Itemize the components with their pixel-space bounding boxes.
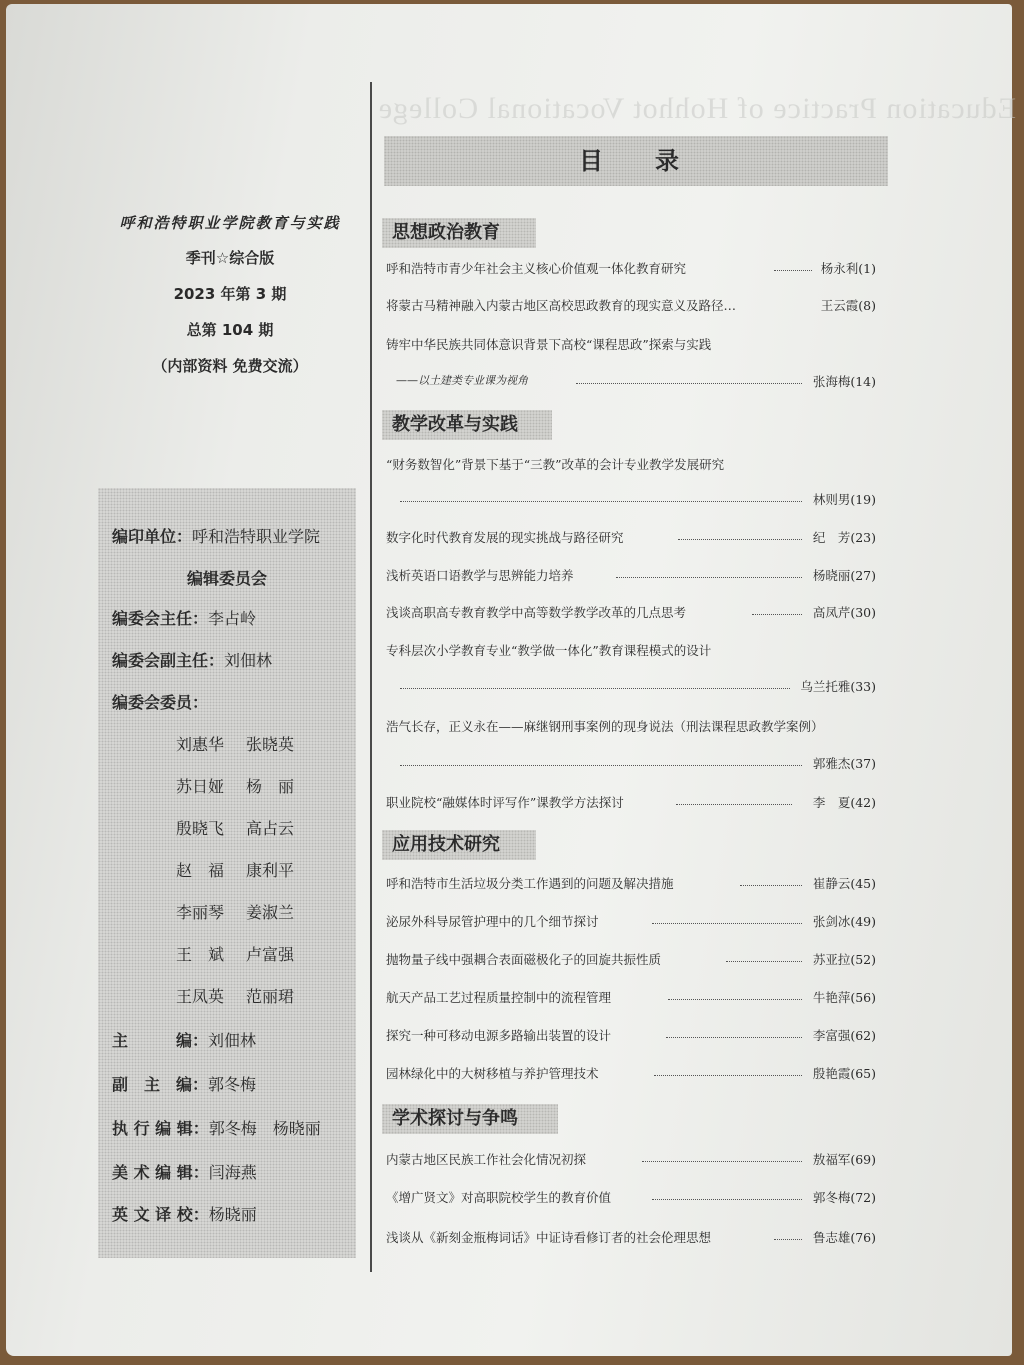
leader-dots [400,501,802,502]
exec-value: 郭冬梅 杨晓丽 [208,1119,321,1138]
vice-chief-label: 副 主 编： [112,1075,209,1094]
toc-entry[interactable] [386,490,876,512]
member-name: 赵 福 [176,861,225,880]
toc-entry[interactable] [386,1064,876,1086]
translation-row [112,1202,257,1225]
leader-dots [666,1037,802,1038]
show-through-text: Education Practice of Hohhot Vocational College [377,92,1016,125]
entry-author-page: 鲁志雄(76) [812,1230,876,1245]
edition-label: 季刊☆综合版 [185,249,275,267]
toc-entry[interactable] [386,754,876,776]
translation-value: 杨晓丽 [208,1205,257,1224]
chief-value: 刘佃林 [208,1031,257,1050]
member-name: 康利平 [246,861,295,880]
entry-author-page: 李 夏(42) [812,795,876,810]
toc-entry[interactable] [386,603,876,625]
entry-author-page: 苏亚拉(52) [812,952,876,967]
entry-subtitle: ——以土建类专业课为视角 [396,374,528,387]
entry-title: 探究一种可移动电源多路输出装置的设计 [386,1028,612,1043]
entry-title: 泌尿外科导尿管护理中的几个细节探讨 [386,914,599,929]
entry-title: 呼和浩特市生活垃圾分类工作遇到的问题及解决措施 [386,876,674,891]
member-row [176,984,316,1007]
leader-dots [676,804,792,805]
member-row [176,774,316,797]
member-name: 姜淑兰 [246,903,295,922]
entry-title: 将蒙古马精神融入内蒙古地区高校思政教育的现实意义及路径… [386,298,737,313]
member-name: 高占云 [246,819,295,838]
toc-entry[interactable] [386,717,876,739]
member-row [176,858,316,881]
toc-entry[interactable] [386,988,876,1010]
toc-entry[interactable] [386,874,876,896]
leader-dots [652,1199,802,1200]
member-name: 李丽琴 [176,903,225,922]
entry-author-page: 林则男(19) [812,492,876,507]
entry-author-page: 乌兰托雅(33) [800,679,876,694]
entry-title: 数字化时代教育发展的现实挑战与路径研究 [386,530,624,545]
editorial-board [98,488,356,1258]
section-heading: 思想政治教育 [382,218,536,248]
committee-title: 编辑委员会 [186,569,267,588]
entry-title: 园林绿化中的大树移植与养护管理技术 [386,1066,599,1081]
entry-author-page: 张海梅(14) [812,374,876,389]
member-name: 殷晓飞 [176,819,225,838]
member-row [176,732,316,755]
section-heading: 教学改革与实践 [382,410,552,440]
leader-dots [752,614,802,615]
toc-entry[interactable] [386,1150,876,1172]
chief-label: 主 编： [112,1031,209,1050]
toc-entry[interactable] [386,1228,876,1250]
entry-author-page: 牛艳萍(56) [812,990,876,1005]
exec-label: 执 行 编 辑： [112,1119,209,1138]
leader-dots [774,1239,802,1240]
leader-dots [400,765,802,766]
leader-dots [642,1161,802,1162]
entry-title: 《增广贤文》对高职院校学生的教育价值 [386,1190,612,1205]
toc-entry[interactable] [386,950,876,972]
member-name: 刘惠华 [176,735,225,754]
publisher-value: 呼和浩特职业学院 [192,527,321,546]
entry-title: 呼和浩特市青少年社会主义核心价值观一体化教育研究 [386,261,687,276]
toc-entry[interactable] [386,912,876,934]
entry-author-page: 郭冬梅(72) [812,1190,876,1205]
art-value: 闫海燕 [208,1163,257,1182]
entry-author-page: 杨晓丽(27) [812,568,876,583]
member-name: 杨 丽 [246,777,295,796]
toc-entry[interactable] [386,677,876,699]
entry-title: 浅析英语口语教学与思辨能力培养 [386,568,574,583]
deputy-value: 刘佃林 [224,651,273,670]
leader-dots [740,885,802,886]
toc-entry[interactable] [386,1188,876,1210]
member-name: 王 斌 [176,945,225,964]
entry-title: 内蒙古地区民族工作社会化情况初探 [386,1152,587,1167]
deputy-label: 编委会副主任： [112,651,225,670]
member-row [176,900,316,923]
entry-author-page: 张剑冰(49) [812,914,876,929]
entry-author-page: 纪 芳(23) [812,530,876,545]
toc-entry[interactable] [386,528,876,550]
toc-title: 目 录 [384,136,888,186]
leader-dots [654,1075,802,1076]
toc-entry[interactable] [386,793,876,815]
toc-entry[interactable] [386,641,876,663]
deputy-row [112,648,272,671]
member-name: 王凤英 [176,987,225,1006]
publisher-label: 编印单位： [112,527,193,546]
entry-author-page: 郭雅杰(37) [812,756,876,771]
toc-entry[interactable] [386,566,876,588]
distribution-note: （内部资料 免费交流） [152,357,308,375]
section-heading: 学术探讨与争鸣 [382,1104,558,1134]
entry-title: 铸牢中华民族共同体意识背景下高校“课程思政”探索与实践 [386,337,712,352]
entry-title: 浅谈高职高专教育教学中高等数学教学改革的几点思考 [386,605,687,620]
entry-author-page: 李富强(62) [812,1028,876,1043]
entry-title: 浩气长存，正义永在——麻继钢刑事案例的现身说法（刑法课程思政教学案例） [386,719,824,734]
toc-entry[interactable] [386,335,876,357]
masthead [100,212,360,391]
member-name: 张晓英 [246,735,295,754]
leader-dots [774,270,812,271]
vice-chief-row [112,1072,256,1095]
leader-dots [726,961,802,962]
toc-entry[interactable] [386,455,876,477]
toc-entry[interactable] [386,259,876,281]
entry-title: 航天产品工艺过程质量控制中的流程管理 [386,990,612,1005]
toc-entry[interactable] [386,372,876,394]
entry-author-page: 王云霞(8) [820,298,876,313]
member-row [176,942,316,965]
entry-title: 抛物量子线中强耦合表面磁极化子的回旋共振性质 [386,952,662,967]
column-divider [370,82,372,1272]
total-issue-label: 总第 104 期 [186,321,274,339]
member-row [176,816,316,839]
art-label: 美 术 编 辑： [112,1163,209,1182]
chief-editor-row [112,1028,256,1051]
leader-dots [678,539,802,540]
member-name: 范丽珺 [246,987,295,1006]
entry-author-page: 杨永利(1) [820,261,876,276]
member-name: 卢富强 [246,945,295,964]
art-editor-row [112,1160,257,1183]
publisher-row [112,524,320,547]
entry-author-page: 殷艳霞(65) [812,1066,876,1081]
exec-editor-row [112,1116,321,1139]
entry-title: “财务数智化”背景下基于“三教”改革的会计专业教学发展研究 [386,457,725,472]
leader-dots [400,688,790,689]
leader-dots [616,577,802,578]
director-value: 李占岭 [208,609,257,628]
entry-title: 专科层次小学教育专业“教学做一体化”教育课程模式的设计 [386,643,712,658]
vice-chief-value: 郭冬梅 [208,1075,257,1094]
journal-title: 呼和浩特职业学院教育与实践 [119,214,341,232]
toc-entry[interactable] [386,1026,876,1048]
director-row [112,606,256,629]
issue-label: 2023 年第 3 期 [173,285,287,303]
entry-title: 职业院校“融媒体时评写作”课教学方法探讨 [386,795,624,810]
leader-dots [668,999,802,1000]
section-heading: 应用技术研究 [382,830,536,860]
translation-label: 英 文 译 校： [112,1205,209,1224]
leader-dots [652,923,802,924]
entry-author-page: 敖福军(69) [812,1152,876,1167]
director-label: 编委会主任： [112,609,209,628]
members-label: 编委会委员： [112,693,209,712]
member-name: 苏日娅 [176,777,225,796]
toc-entry[interactable] [386,296,876,318]
entry-author-page: 高凤芹(30) [812,605,876,620]
leader-dots [576,383,802,384]
entry-title: 浅谈从《新刻金瓶梅词话》中证诗看修订者的社会伦理思想 [386,1230,712,1245]
entry-author-page: 崔静云(45) [812,876,876,891]
